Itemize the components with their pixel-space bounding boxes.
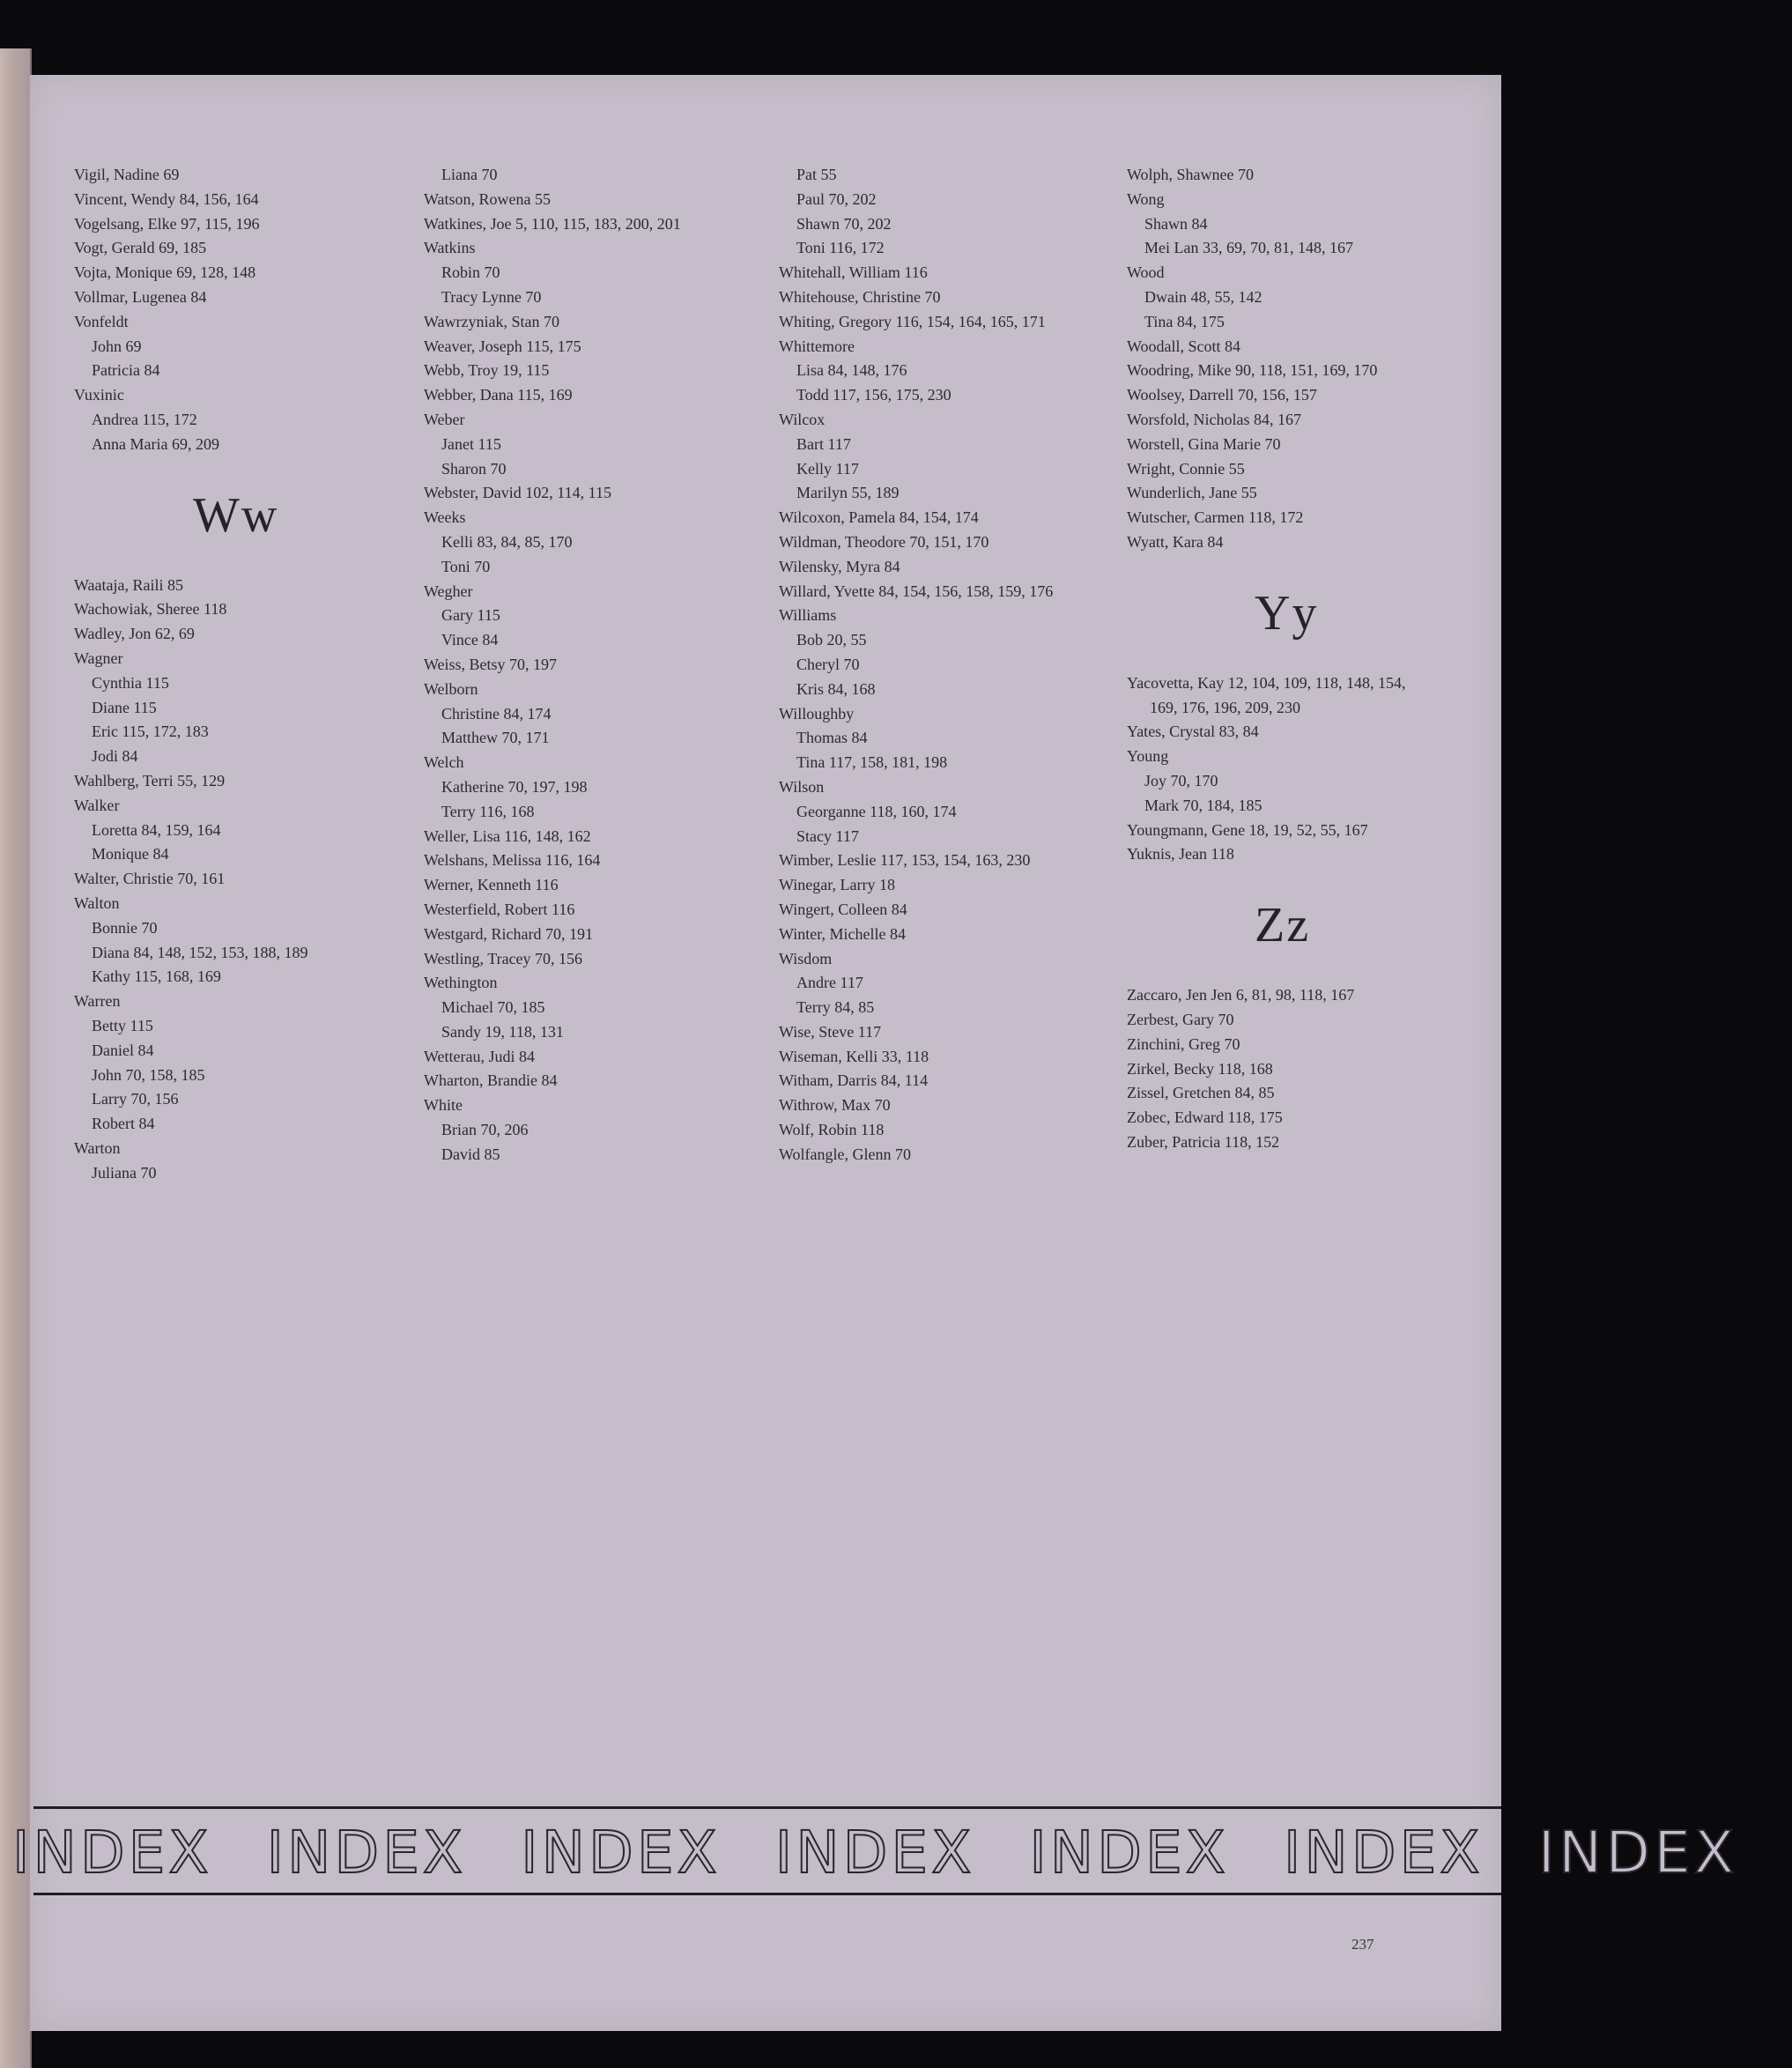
index-entry: Whittemore [779,337,855,355]
index-entry: Wise, Steve 117 [779,1022,882,1041]
index-column-3 [779,163,1149,1167]
index-subentry: Brian 70, 206 [441,1121,529,1139]
index-entry: Witham, Darris 84, 114 [779,1071,929,1090]
index-entry: Weeks [424,508,466,527]
index-entry: Webster, David 102, 114, 115 [424,484,611,502]
index-entry: Wolf, Robin 118 [779,1121,885,1139]
index-subentry: Toni 116, 172 [796,239,885,257]
index-entry: Wolfangle, Glenn 70 [779,1145,912,1163]
index-subentry: Todd 117, 156, 175, 230 [796,386,952,404]
index-subentry: Stacy 117 [796,826,859,845]
index-entry: Yates, Crystal 83, 84 [1127,723,1259,741]
index-subentry: Joy 70, 170 [1144,771,1218,789]
index-entry: Whitehall, William 116 [779,263,928,282]
index-entry: Wegher [424,582,473,600]
index-entry: Watson, Rowena 55 [424,189,552,208]
section-letter-heading: Ww [193,487,279,543]
index-subentry: Liana 70 [441,166,498,183]
index-entry: Weller, Lisa 116, 148, 162 [424,826,591,845]
index-entry: Wachowiak, Sheree 118 [74,600,227,619]
index-entry: Watkins [424,239,476,257]
index-banner-word: INDEX [521,1819,721,1886]
section-letter-heading: Yy [1255,585,1319,641]
index-entry: Vollmar, Lugenea 84 [74,287,207,306]
index-subentry: Kathy 115, 168, 169 [92,967,221,986]
index-entry: Vuxinic [74,386,124,404]
index-entry: Westerfield, Robert 116 [424,900,575,918]
index-entry: Wetterau, Judi 84 [424,1047,536,1065]
index-subentry: Diane 115 [92,698,157,716]
index-subentry: Daniel 84 [92,1041,154,1059]
index-entry: Walton [74,893,120,912]
index-entry: Yacovetta, Kay 12, 104, 109, 118, 148, 154, [1127,673,1406,692]
book-spine [0,48,32,2068]
index-subentry: Mark 70, 184, 185 [1144,796,1263,814]
index-entry: Worstell, Gina Marie 70 [1127,434,1281,453]
index-entry: Wimber, Leslie 117, 153, 154, 163, 230 [779,851,1031,870]
index-entry: Zuber, Patricia 118, 152 [1127,1132,1280,1151]
index-subentry: Robert 84 [92,1115,155,1133]
index-subentry: 169, 176, 196, 209, 230 [1150,698,1300,716]
index-entry: Westgard, Richard 70, 191 [424,924,594,943]
index-subentry: Andrea 115, 172 [92,410,197,428]
index-entry: White [424,1096,463,1115]
index-entry: Wadley, Jon 62, 69 [74,625,195,643]
index-subentry: Monique 84 [92,845,169,864]
index-column-1 [74,163,444,1185]
index-entry: Wharton, Brandie 84 [424,1071,558,1090]
index-subentry: Matthew 70, 171 [441,729,550,747]
index-banner-word: INDEX [1537,1819,1738,1886]
index-subentry: Shawn 84 [1144,214,1208,233]
index-subentry: Betty 115 [92,1016,153,1034]
index-entry: Willoughby [779,704,855,723]
index-entry: Wolph, Shawnee 70 [1127,166,1255,183]
index-subentry: David 85 [441,1145,500,1163]
index-entry: Zissel, Gretchen 84, 85 [1127,1084,1275,1102]
index-banner-word: INDEX [12,1819,212,1886]
index-subentry: Sandy 19, 118, 131 [441,1022,564,1041]
index-entry: Wright, Connie 55 [1127,459,1245,478]
index-subentry: Robin 70 [441,263,500,282]
index-subentry: Christine 84, 174 [441,704,552,723]
index-entry: Webber, Dana 115, 169 [424,386,573,404]
index-entry: Williams [779,606,837,625]
index-subentry: Bart 117 [796,434,851,453]
index-subentry: Paul 70, 202 [796,189,877,208]
index-subentry: Eric 115, 172, 183 [92,723,209,741]
section-letter-heading: Zz [1255,898,1311,953]
banner-bottom-rule [33,1893,1501,1895]
index-entry: Warton [74,1138,121,1157]
index-subentry: Jodi 84 [92,747,138,766]
index-entry: Zerbest, Gary 70 [1127,1010,1234,1028]
index-entry: Westling, Tracey 70, 156 [424,949,583,967]
index-entry: Whiting, Gregory 116, 154, 164, 165, 171 [779,312,1046,330]
index-entry: Webb, Troy 19, 115 [424,361,550,380]
index-subentry: Patricia 84 [92,361,160,380]
index-subentry: Tina 84, 175 [1144,312,1225,330]
index-entry: Woodall, Scott 84 [1127,337,1241,355]
index-entry: Youngmann, Gene 18, 19, 52, 55, 167 [1127,820,1368,839]
index-entry: Wyatt, Kara 84 [1127,532,1224,551]
index-entry: Wunderlich, Jane 55 [1127,484,1257,502]
index-entry: Walker [74,796,120,814]
index-entry: Welborn [424,679,478,698]
index-subentry: Terry 84, 85 [796,998,875,1017]
index-subentry: Pat 55 [796,166,837,183]
index-entry: Weiss, Betsy 70, 197 [424,655,558,673]
index-entry: Wawrzyniak, Stan 70 [424,312,560,330]
index-entry: Weber [424,410,465,428]
index-entry: Wagner [74,649,123,667]
index-subentry: Cynthia 115 [92,673,169,692]
index-entry: Vigil, Nadine 69 [74,166,180,183]
index-column-2 [424,163,794,1167]
index-subentry: Larry 70, 156 [92,1090,179,1108]
banner-top-rule [33,1806,1501,1809]
index-entry: Watkines, Joe 5, 110, 115, 183, 200, 201 [424,214,681,233]
index-subentry: Vince 84 [441,631,499,649]
index-entry: Woodring, Mike 90, 118, 151, 169, 170 [1127,361,1378,380]
index-entry: Waataja, Raili 85 [74,575,184,594]
index-subentry: Loretta 84, 159, 164 [92,820,221,839]
index-subentry: Tina 117, 158, 181, 198 [796,753,948,772]
index-entry: Wingert, Colleen 84 [779,900,907,918]
index-subentry: Terry 116, 168 [441,802,535,820]
index-subentry: Andre 117 [796,974,863,992]
page-number: 237 [1351,1936,1374,1953]
index-subentry: John 70, 158, 185 [92,1065,205,1084]
index-entry: Vojta, Monique 69, 128, 148 [74,263,256,282]
index-entry: Wisdom [779,949,833,967]
index-subentry: Tracy Lynne 70 [441,287,542,306]
index-subentry: Kelli 83, 84, 85, 170 [441,532,573,551]
index-column-4 [1127,163,1497,1155]
index-entry: Worsfold, Nicholas 84, 167 [1127,410,1302,428]
index-subentry: Juliana 70 [92,1163,157,1182]
index-entry: Walter, Christie 70, 161 [74,870,226,888]
index-entry: Wood [1127,263,1165,282]
index-subentry: Cheryl 70 [796,655,860,673]
index-subentry: Mei Lan 33, 69, 70, 81, 148, 167 [1144,239,1353,257]
index-entry: Winegar, Larry 18 [779,876,895,894]
index-banner-word: INDEX [1283,1819,1484,1886]
index-subentry: Kelly 117 [796,459,859,478]
index-entry: Wildman, Theodore 70, 151, 170 [779,532,989,551]
index-entry: Wethington [424,974,498,992]
index-subentry: Kris 84, 168 [796,679,876,698]
index-entry: Weaver, Joseph 115, 175 [424,337,581,355]
index-subentry: Bob 20, 55 [796,631,867,649]
index-subentry: Thomas 84 [796,729,868,747]
index-entry: Wilson [779,777,825,796]
index-entry: Wilcox [779,410,826,428]
index-entry: Zaccaro, Jen Jen 6, 81, 98, 118, 167 [1127,986,1355,1004]
index-entry: Wong [1127,189,1165,208]
index-entry: Werner, Kenneth 116 [424,876,559,894]
index-subentry: Gary 115 [441,606,500,625]
index-entry: Vonfeldt [74,312,129,330]
index-entry: Welch [424,753,464,772]
index-banner-word: INDEX [1029,1819,1229,1886]
index-subentry: Dwain 48, 55, 142 [1144,287,1263,306]
index-entry: Yuknis, Jean 118 [1127,845,1234,864]
index-subentry: Janet 115 [441,434,501,453]
index-entry: Woolsey, Darrell 70, 156, 157 [1127,386,1317,404]
index-subentry: Diana 84, 148, 152, 153, 188, 189 [92,943,308,961]
index-entry: Willard, Yvette 84, 154, 156, 158, 159, 176 [779,582,1054,600]
index-entry: Vogelsang, Elke 97, 115, 196 [74,214,260,233]
index-subentry: Lisa 84, 148, 176 [796,361,907,380]
index-entry: Wutscher, Carmen 118, 172 [1127,508,1304,527]
index-entry: Whitehouse, Christine 70 [779,287,941,306]
index-entry: Welshans, Melissa 116, 164 [424,851,601,870]
index-subentry: John 69 [92,337,142,355]
index-entry: Wahlberg, Terri 55, 129 [74,771,226,789]
index-subentry: Georganne 118, 160, 174 [796,802,957,820]
index-entry: Winter, Michelle 84 [779,924,907,943]
index-subentry: Marilyn 55, 189 [796,484,900,502]
index-banner-word: INDEX [774,1819,975,1886]
index-entry: Wilensky, Myra 84 [779,557,900,575]
index-entry: Wilcoxon, Pamela 84, 154, 174 [779,508,979,527]
index-subentry: Michael 70, 185 [441,998,545,1017]
index-subentry: Toni 70 [441,557,491,575]
index-subentry: Katherine 70, 197, 198 [441,777,588,796]
index-subentry: Bonnie 70 [92,918,158,937]
index-page [12,75,1738,2031]
index-entry: Zobec, Edward 118, 175 [1127,1108,1283,1127]
index-entry: Withrow, Max 70 [779,1096,891,1115]
index-banner [12,1818,1738,1888]
index-entry: Warren [74,992,121,1011]
index-entry: Vogt, Gerald 69, 185 [74,239,207,257]
index-subentry: Shawn 70, 202 [796,214,892,233]
index-entry: Vincent, Wendy 84, 156, 164 [74,189,259,208]
index-subentry: Sharon 70 [441,459,507,478]
index-subentry: Anna Maria 69, 209 [92,434,219,453]
index-entry: Zirkel, Becky 118, 168 [1127,1059,1273,1078]
index-banner-word: INDEX [266,1819,467,1886]
index-entry: Zinchini, Greg 70 [1127,1034,1240,1053]
index-entry: Young [1127,747,1169,766]
index-entry: Wiseman, Kelli 33, 118 [779,1047,929,1065]
